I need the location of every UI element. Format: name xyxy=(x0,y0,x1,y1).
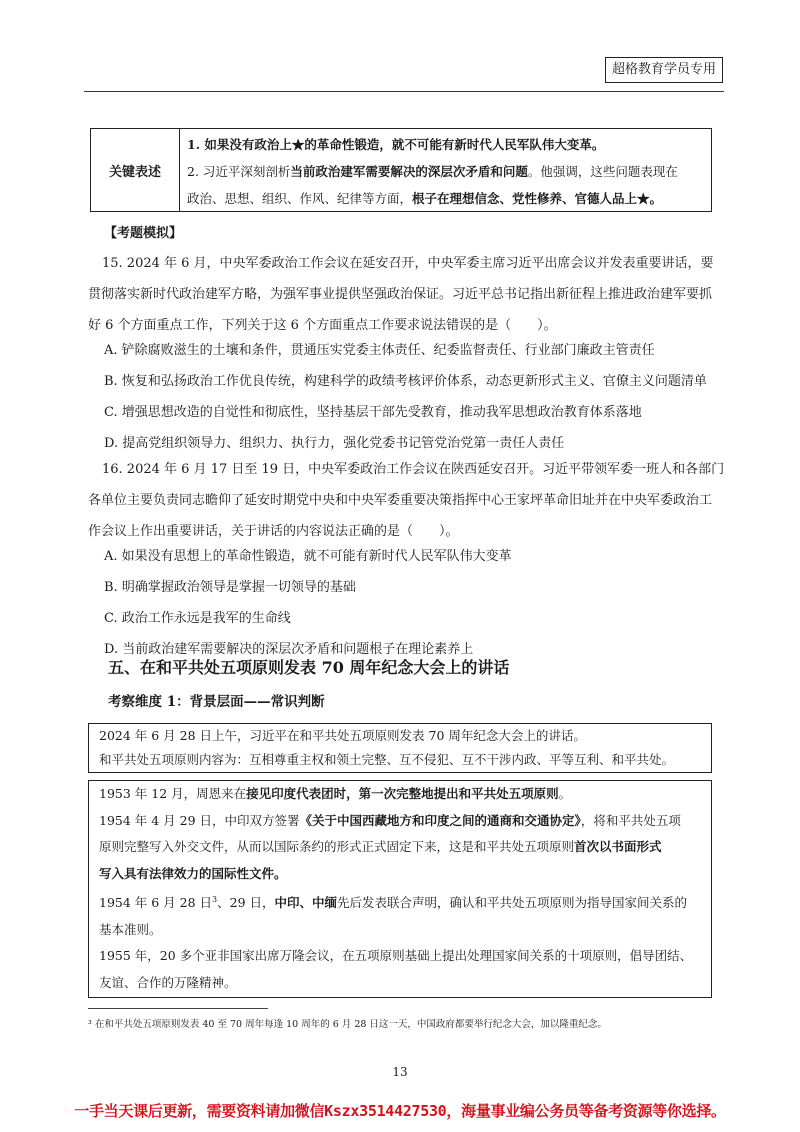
question-15 xyxy=(88,248,714,341)
key-table-content xyxy=(187,131,703,212)
q15-option-d: D. 提高党组织领导力、组织力、执行力，强化党委书记管党治党第一责任人责任 xyxy=(104,436,565,451)
q15-option-b: B. 恢复和弘扬政治工作优良传统，构建科学的政绩考核评价体系，动态更新形式主义、官僚主义问题清单 xyxy=(104,374,707,389)
box2-line: 1954 年 4 月 29 日，中印双方签署《关于中国西藏地方和印度之间的通商和交通协定》，将和平共处五项 xyxy=(99,812,681,828)
q16-option-c: C. 政治工作永远是我军的生命线 xyxy=(104,611,291,626)
mock-title: 【考题模拟】 xyxy=(104,226,183,241)
q16-option-a: A. 如果没有思想上的革命性锻造，就不可能有新时代人民军队伟大变革 xyxy=(104,549,512,564)
q15-line: 贯彻落实新时代政治建军方略，为强军事业提供坚强政治保证。习近平总书记指出新征程上推进政治建军要抓 xyxy=(88,287,713,302)
header-badge: 超格教育学员专用 xyxy=(605,57,723,83)
box2-line: 基本准则。 xyxy=(99,921,162,937)
box1-line-2: 和平共处五项原则内容为：互相尊重主权和领土完整、互不侵犯、互不干涉内政、平等互利、和平共处。 xyxy=(99,752,675,767)
question-16 xyxy=(88,454,724,547)
history-box xyxy=(88,780,712,998)
q16-line: 各单位主要负责同志瞻仰了延安时期党中央和中央军委重要决策指挥中心王家坪革命旧址并在中央军委政治工 xyxy=(88,493,713,508)
dimension-title: 考察维度 1：背景层面——常识判断 xyxy=(108,694,325,710)
footnote-ref[interactable]: 3 xyxy=(212,895,218,904)
key-expression-table xyxy=(90,128,712,212)
box2-line: 友谊、合作的万隆精神。 xyxy=(99,974,237,990)
key-line-1: 1. 如果没有政治上★的革命性锻造，就不可能有新时代人民军队伟大变革。 xyxy=(187,137,605,152)
promo-banner: 一手当天课后更新，需要资料请加微信Kszx3514427530，海量事业编公务员等备考资源等你选择。 xyxy=(74,1102,726,1120)
key-line-2: 2. 习近平深刻剖析当前政治建军需要解决的深层次矛盾和问题。他强调，这些问题表现在 xyxy=(187,164,678,179)
footnote: ³ 在和平共处五项原则发表 40 至 70 周年每逢 10 周年的 6 月 28 日这一天，中国政府都要举行纪念大会，加以隆重纪念。 xyxy=(88,1019,607,1030)
key-line-3: 政治、思想、组织、作风、纪律等方面，根子在理想信念、党性修养、官德人品上★。 xyxy=(187,191,663,206)
section-title: 五、在和平共处五项原则发表 70 周年纪念大会上的讲话 xyxy=(108,658,510,677)
key-table-label: 关键表述 xyxy=(91,129,180,211)
q15-line: 好 6 个方面重点工作，下列关于这 6 个方面重点工作要求说法错误的是（ ）。 xyxy=(88,318,557,333)
q15-option-c: C. 增强思想改造的自觉性和彻底性，坚持基层干部先受教育，推动我军思想政治教育体系落地 xyxy=(104,405,642,420)
footnote-divider xyxy=(88,1008,268,1009)
q16-option-b: B. 明确掌握政治领导是掌握一切领导的基础 xyxy=(104,580,356,595)
q16-option-d: D. 当前政治建军需要解决的深层次矛盾和问题根子在理论素养上 xyxy=(104,642,474,657)
q16-line: 16. 2024 年 6 月 17 日至 19 日，中央军委政治工作会议在陕西延安召开。习近平带领军委一班人和各部门 xyxy=(102,462,725,477)
box2-line: 写入具有法律效力的国际性文件。 xyxy=(99,865,287,881)
q16-line: 作会议上作出重要讲话，关于讲话的内容说法正确的是（ ）。 xyxy=(88,524,459,539)
background-box xyxy=(88,723,712,773)
header-divider xyxy=(84,91,724,92)
box2-line: 原则完整写入外交文件，从而以国际条约的形式正式固定下来，这是和平共处五项原则首次以书面形式 xyxy=(99,839,662,854)
q15-line: 15. 2024 年 6 月，中央军委政治工作会议在延安召开，中央军委主席习近平出席会议并发表重要讲话，要 xyxy=(102,256,714,271)
page-number: 13 xyxy=(392,1065,408,1079)
q15-option-a: A. 铲除腐败滋生的土壤和条件，贯通压实党委主体责任、纪委监督责任、行业部门廉政主管责任 xyxy=(104,343,655,358)
box1-line-1: 2024 年 6 月 28 日上午，习近平在和平共处五项原则发表 70 周年纪念大会上的讲话。 xyxy=(99,728,586,743)
box2-line: 1954 年 6 月 28 日$^3$、29 日，中印、中缅先后发表联合声明，确认和平共处五项原则为指导国家间关系的 xyxy=(99,895,688,911)
box2-line: 1953 年 12 月，周恩来在接见印度代表团时，第一次完整地提出和平共处五项原则。 xyxy=(99,786,572,801)
box2-line: 1955 年，20 多个亚非国家出席万隆会议，在五项原则基础上提出处理国家间关系的十项原则，倡导团结、 xyxy=(99,948,693,964)
